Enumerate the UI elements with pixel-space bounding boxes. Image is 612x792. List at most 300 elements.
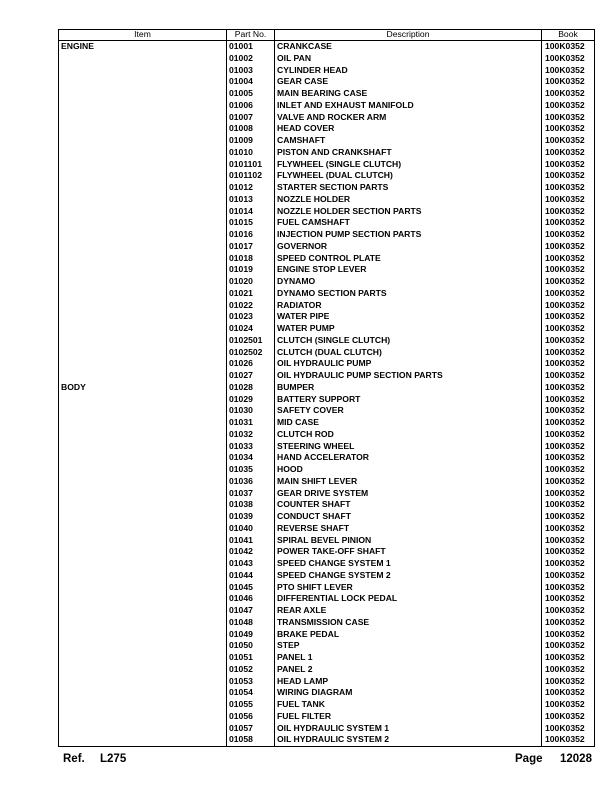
table-row bbox=[59, 253, 595, 265]
item-cell bbox=[59, 65, 227, 77]
part-no-cell: 01018 bbox=[227, 253, 275, 265]
book-cell: 100K0352 bbox=[542, 511, 595, 523]
description-cell: RADIATOR bbox=[275, 300, 542, 312]
table-row bbox=[59, 311, 595, 323]
book-cell: 100K0352 bbox=[542, 464, 595, 476]
book-cell: 100K0352 bbox=[542, 182, 595, 194]
book-cell: 100K0352 bbox=[542, 123, 595, 135]
part-no-cell: 01030 bbox=[227, 405, 275, 417]
description-cell: GEAR CASE bbox=[275, 76, 542, 88]
page-label: Page bbox=[515, 753, 543, 765]
book-cell: 100K0352 bbox=[542, 288, 595, 300]
part-no-cell: 01013 bbox=[227, 194, 275, 206]
part-no-cell: 01044 bbox=[227, 570, 275, 582]
description-cell: FLYWHEEL (SINGLE CLUTCH) bbox=[275, 159, 542, 171]
table-row bbox=[59, 511, 595, 523]
description-cell: FUEL CAMSHAFT bbox=[275, 217, 542, 229]
item-cell bbox=[59, 253, 227, 265]
part-no-cell: 01042 bbox=[227, 546, 275, 558]
part-no-cell: 01012 bbox=[227, 182, 275, 194]
item-cell: ENGINE bbox=[59, 41, 227, 53]
table-row bbox=[59, 217, 595, 229]
item-cell bbox=[59, 582, 227, 594]
part-no-cell: 01015 bbox=[227, 217, 275, 229]
description-cell: COUNTER SHAFT bbox=[275, 499, 542, 511]
item-cell bbox=[59, 370, 227, 382]
item-cell bbox=[59, 558, 227, 570]
part-no-cell: 01038 bbox=[227, 499, 275, 511]
table-row bbox=[59, 558, 595, 570]
description-cell: CAMSHAFT bbox=[275, 135, 542, 147]
item-cell bbox=[59, 182, 227, 194]
item-cell bbox=[59, 135, 227, 147]
item-cell bbox=[59, 241, 227, 253]
column-header-item: Item bbox=[59, 30, 227, 41]
description-cell: MID CASE bbox=[275, 417, 542, 429]
description-cell: STEP bbox=[275, 640, 542, 652]
book-cell: 100K0352 bbox=[542, 241, 595, 253]
table-row bbox=[59, 194, 595, 206]
part-no-cell: 01058 bbox=[227, 734, 275, 746]
item-cell bbox=[59, 264, 227, 276]
book-cell: 100K0352 bbox=[542, 264, 595, 276]
book-cell: 100K0352 bbox=[542, 723, 595, 735]
description-cell: INJECTION PUMP SECTION PARTS bbox=[275, 229, 542, 241]
book-cell: 100K0352 bbox=[542, 523, 595, 535]
item-cell bbox=[59, 276, 227, 288]
description-cell: CYLINDER HEAD bbox=[275, 65, 542, 77]
table-row bbox=[59, 394, 595, 406]
table-row bbox=[59, 605, 595, 617]
table-row bbox=[59, 347, 595, 359]
item-cell bbox=[59, 311, 227, 323]
description-cell: MAIN SHIFT LEVER bbox=[275, 476, 542, 488]
description-cell: GOVERNOR bbox=[275, 241, 542, 253]
table-row bbox=[59, 499, 595, 511]
part-no-cell: 01040 bbox=[227, 523, 275, 535]
table-row bbox=[59, 370, 595, 382]
item-cell bbox=[59, 699, 227, 711]
description-cell: OIL PAN bbox=[275, 53, 542, 65]
book-cell: 100K0352 bbox=[542, 76, 595, 88]
item-cell bbox=[59, 499, 227, 511]
book-cell: 100K0352 bbox=[542, 570, 595, 582]
item-cell bbox=[59, 335, 227, 347]
part-no-cell: 01026 bbox=[227, 358, 275, 370]
table-row bbox=[59, 429, 595, 441]
description-cell: ENGINE STOP LEVER bbox=[275, 264, 542, 276]
table-row bbox=[59, 734, 595, 746]
book-cell: 100K0352 bbox=[542, 476, 595, 488]
description-cell: WATER PUMP bbox=[275, 323, 542, 335]
table-row bbox=[59, 464, 595, 476]
book-cell: 100K0352 bbox=[542, 687, 595, 699]
item-cell bbox=[59, 194, 227, 206]
part-no-cell: 0101101 bbox=[227, 159, 275, 171]
description-cell: FUEL FILTER bbox=[275, 711, 542, 723]
book-cell: 100K0352 bbox=[542, 676, 595, 688]
part-no-cell: 01002 bbox=[227, 53, 275, 65]
table-row bbox=[59, 711, 595, 723]
book-cell: 100K0352 bbox=[542, 535, 595, 547]
part-no-cell: 01022 bbox=[227, 300, 275, 312]
item-cell bbox=[59, 605, 227, 617]
book-cell: 100K0352 bbox=[542, 593, 595, 605]
table-row bbox=[59, 476, 595, 488]
description-cell: OIL HYDRAULIC SYSTEM 1 bbox=[275, 723, 542, 735]
book-cell: 100K0352 bbox=[542, 229, 595, 241]
item-cell bbox=[59, 511, 227, 523]
table-row bbox=[59, 88, 595, 100]
table-row bbox=[59, 687, 595, 699]
description-cell: DIFFERENTIAL LOCK PEDAL bbox=[275, 593, 542, 605]
book-cell: 100K0352 bbox=[542, 88, 595, 100]
table-row bbox=[59, 323, 595, 335]
book-cell: 100K0352 bbox=[542, 382, 595, 394]
table-row bbox=[59, 53, 595, 65]
book-cell: 100K0352 bbox=[542, 370, 595, 382]
description-cell: WATER PIPE bbox=[275, 311, 542, 323]
table-row bbox=[59, 546, 595, 558]
book-cell: 100K0352 bbox=[542, 546, 595, 558]
description-cell: NOZZLE HOLDER bbox=[275, 194, 542, 206]
table-row bbox=[59, 112, 595, 124]
part-no-cell: 01041 bbox=[227, 535, 275, 547]
book-cell: 100K0352 bbox=[542, 582, 595, 594]
item-cell bbox=[59, 629, 227, 641]
part-no-cell: 01036 bbox=[227, 476, 275, 488]
item-cell bbox=[59, 417, 227, 429]
item-cell bbox=[59, 323, 227, 335]
description-cell: WIRING DIAGRAM bbox=[275, 687, 542, 699]
item-cell bbox=[59, 123, 227, 135]
part-no-cell: 01037 bbox=[227, 488, 275, 500]
item-cell bbox=[59, 452, 227, 464]
description-cell: MAIN BEARING CASE bbox=[275, 88, 542, 100]
description-cell: PANEL 2 bbox=[275, 664, 542, 676]
description-cell: OIL HYDRAULIC SYSTEM 2 bbox=[275, 734, 542, 746]
column-header-description: Description bbox=[275, 30, 542, 41]
ref-value: L275 bbox=[100, 753, 127, 765]
part-no-cell: 01047 bbox=[227, 605, 275, 617]
book-cell: 100K0352 bbox=[542, 441, 595, 453]
item-cell bbox=[59, 206, 227, 218]
part-no-cell: 0101102 bbox=[227, 170, 275, 182]
book-cell: 100K0352 bbox=[542, 358, 595, 370]
part-no-cell: 01019 bbox=[227, 264, 275, 276]
table-row bbox=[59, 629, 595, 641]
part-no-cell: 01035 bbox=[227, 464, 275, 476]
book-cell: 100K0352 bbox=[542, 664, 595, 676]
item-cell bbox=[59, 429, 227, 441]
book-cell: 100K0352 bbox=[542, 429, 595, 441]
part-no-cell: 01014 bbox=[227, 206, 275, 218]
table-row bbox=[59, 523, 595, 535]
description-cell: DYNAMO SECTION PARTS bbox=[275, 288, 542, 300]
description-cell: BRAKE PEDAL bbox=[275, 629, 542, 641]
book-cell: 100K0352 bbox=[542, 605, 595, 617]
part-no-cell: 01051 bbox=[227, 652, 275, 664]
book-cell: 100K0352 bbox=[542, 253, 595, 265]
description-cell: FLYWHEEL (DUAL CLUTCH) bbox=[275, 170, 542, 182]
table-row bbox=[59, 640, 595, 652]
part-no-cell: 01033 bbox=[227, 441, 275, 453]
table-row bbox=[59, 182, 595, 194]
table-row bbox=[59, 206, 595, 218]
item-cell bbox=[59, 217, 227, 229]
table-row bbox=[59, 300, 595, 312]
part-no-cell: 01021 bbox=[227, 288, 275, 300]
book-cell: 100K0352 bbox=[542, 170, 595, 182]
item-cell bbox=[59, 546, 227, 558]
part-no-cell: 01050 bbox=[227, 640, 275, 652]
item-cell bbox=[59, 640, 227, 652]
item-cell bbox=[59, 159, 227, 171]
part-no-cell: 01016 bbox=[227, 229, 275, 241]
book-cell: 100K0352 bbox=[542, 347, 595, 359]
table-row bbox=[59, 617, 595, 629]
part-no-cell: 01034 bbox=[227, 452, 275, 464]
book-cell: 100K0352 bbox=[542, 335, 595, 347]
description-cell: DYNAMO bbox=[275, 276, 542, 288]
item-cell bbox=[59, 288, 227, 300]
column-header-part-no: Part No. bbox=[227, 30, 275, 41]
part-no-cell: 01023 bbox=[227, 311, 275, 323]
book-cell: 100K0352 bbox=[542, 41, 595, 53]
table-row bbox=[59, 100, 595, 112]
description-cell: CONDUCT SHAFT bbox=[275, 511, 542, 523]
item-cell bbox=[59, 676, 227, 688]
description-cell: SPEED CHANGE SYSTEM 2 bbox=[275, 570, 542, 582]
table-row bbox=[59, 76, 595, 88]
description-cell: VALVE AND ROCKER ARM bbox=[275, 112, 542, 124]
table-row bbox=[59, 488, 595, 500]
book-cell: 100K0352 bbox=[542, 194, 595, 206]
table-row bbox=[59, 417, 595, 429]
item-cell bbox=[59, 229, 227, 241]
description-cell: BATTERY SUPPORT bbox=[275, 394, 542, 406]
book-cell: 100K0352 bbox=[542, 405, 595, 417]
book-cell: 100K0352 bbox=[542, 217, 595, 229]
description-cell: FUEL TANK bbox=[275, 699, 542, 711]
book-cell: 100K0352 bbox=[542, 147, 595, 159]
table-row bbox=[59, 405, 595, 417]
table-row bbox=[59, 382, 595, 394]
book-cell: 100K0352 bbox=[542, 652, 595, 664]
item-cell bbox=[59, 488, 227, 500]
item-cell bbox=[59, 347, 227, 359]
book-cell: 100K0352 bbox=[542, 699, 595, 711]
book-cell: 100K0352 bbox=[542, 159, 595, 171]
item-cell bbox=[59, 358, 227, 370]
description-cell: HEAD COVER bbox=[275, 123, 542, 135]
part-no-cell: 01048 bbox=[227, 617, 275, 629]
part-no-cell: 01020 bbox=[227, 276, 275, 288]
part-no-cell: 01054 bbox=[227, 687, 275, 699]
part-no-cell: 01024 bbox=[227, 323, 275, 335]
book-cell: 100K0352 bbox=[542, 65, 595, 77]
item-cell bbox=[59, 76, 227, 88]
item-cell bbox=[59, 535, 227, 547]
table-row bbox=[59, 41, 595, 53]
part-no-cell: 01003 bbox=[227, 65, 275, 77]
item-cell bbox=[59, 100, 227, 112]
item-cell bbox=[59, 664, 227, 676]
description-cell: GEAR DRIVE SYSTEM bbox=[275, 488, 542, 500]
table-row bbox=[59, 135, 595, 147]
description-cell: HEAD LAMP bbox=[275, 676, 542, 688]
book-cell: 100K0352 bbox=[542, 711, 595, 723]
description-cell: NOZZLE HOLDER SECTION PARTS bbox=[275, 206, 542, 218]
description-cell: PISTON AND CRANKSHAFT bbox=[275, 147, 542, 159]
book-cell: 100K0352 bbox=[542, 499, 595, 511]
part-no-cell: 01029 bbox=[227, 394, 275, 406]
description-cell: CLUTCH ROD bbox=[275, 429, 542, 441]
part-no-cell: 01010 bbox=[227, 147, 275, 159]
part-no-cell: 01039 bbox=[227, 511, 275, 523]
table-row bbox=[59, 452, 595, 464]
part-no-cell: 01057 bbox=[227, 723, 275, 735]
table-row bbox=[59, 593, 595, 605]
part-no-cell: 01052 bbox=[227, 664, 275, 676]
part-no-cell: 01045 bbox=[227, 582, 275, 594]
book-cell: 100K0352 bbox=[542, 558, 595, 570]
book-cell: 100K0352 bbox=[542, 417, 595, 429]
table-row bbox=[59, 652, 595, 664]
table-row bbox=[59, 288, 595, 300]
description-cell: REAR AXLE bbox=[275, 605, 542, 617]
table-row bbox=[59, 570, 595, 582]
part-no-cell: 01008 bbox=[227, 123, 275, 135]
book-cell: 100K0352 bbox=[542, 394, 595, 406]
ref-label: Ref. bbox=[63, 753, 85, 765]
item-cell bbox=[59, 147, 227, 159]
book-cell: 100K0352 bbox=[542, 276, 595, 288]
table-row bbox=[59, 582, 595, 594]
item-cell: BODY bbox=[59, 382, 227, 394]
book-cell: 100K0352 bbox=[542, 734, 595, 746]
item-cell bbox=[59, 617, 227, 629]
item-cell bbox=[59, 112, 227, 124]
book-cell: 100K0352 bbox=[542, 135, 595, 147]
book-cell: 100K0352 bbox=[542, 311, 595, 323]
book-cell: 100K0352 bbox=[542, 206, 595, 218]
description-cell: SPEED CHANGE SYSTEM 1 bbox=[275, 558, 542, 570]
item-cell bbox=[59, 405, 227, 417]
table-header-row bbox=[59, 30, 595, 41]
item-cell bbox=[59, 593, 227, 605]
part-no-cell: 01053 bbox=[227, 676, 275, 688]
item-cell bbox=[59, 652, 227, 664]
description-cell: OIL HYDRAULIC PUMP bbox=[275, 358, 542, 370]
part-no-cell: 01046 bbox=[227, 593, 275, 605]
table-row bbox=[59, 358, 595, 370]
description-cell: STARTER SECTION PARTS bbox=[275, 182, 542, 194]
description-cell: SPEED CONTROL PLATE bbox=[275, 253, 542, 265]
table-row bbox=[59, 241, 595, 253]
part-no-cell: 01007 bbox=[227, 112, 275, 124]
part-no-cell: 01056 bbox=[227, 711, 275, 723]
item-cell bbox=[59, 723, 227, 735]
description-cell: STEERING WHEEL bbox=[275, 441, 542, 453]
table-row bbox=[59, 276, 595, 288]
book-cell: 100K0352 bbox=[542, 640, 595, 652]
book-cell: 100K0352 bbox=[542, 452, 595, 464]
item-cell bbox=[59, 570, 227, 582]
table-row bbox=[59, 441, 595, 453]
part-no-cell: 01001 bbox=[227, 41, 275, 53]
description-cell: PANEL 1 bbox=[275, 652, 542, 664]
part-no-cell: 01017 bbox=[227, 241, 275, 253]
page-number: 12028 bbox=[560, 753, 592, 765]
description-cell: CLUTCH (DUAL CLUTCH) bbox=[275, 347, 542, 359]
part-no-cell: 01005 bbox=[227, 88, 275, 100]
book-cell: 100K0352 bbox=[542, 112, 595, 124]
part-no-cell: 01006 bbox=[227, 100, 275, 112]
table-row bbox=[59, 229, 595, 241]
part-no-cell: 01032 bbox=[227, 429, 275, 441]
item-cell bbox=[59, 88, 227, 100]
part-no-cell: 01028 bbox=[227, 382, 275, 394]
book-cell: 100K0352 bbox=[542, 488, 595, 500]
item-cell bbox=[59, 441, 227, 453]
part-no-cell: 01009 bbox=[227, 135, 275, 147]
table-row bbox=[59, 699, 595, 711]
description-cell: INLET AND EXHAUST MANIFOLD bbox=[275, 100, 542, 112]
table-row bbox=[59, 335, 595, 347]
table-row bbox=[59, 676, 595, 688]
description-cell: HOOD bbox=[275, 464, 542, 476]
book-cell: 100K0352 bbox=[542, 323, 595, 335]
item-cell bbox=[59, 464, 227, 476]
part-no-cell: 01049 bbox=[227, 629, 275, 641]
item-cell bbox=[59, 53, 227, 65]
item-cell bbox=[59, 300, 227, 312]
item-cell bbox=[59, 687, 227, 699]
table-row bbox=[59, 147, 595, 159]
description-cell: TRANSMISSION CASE bbox=[275, 617, 542, 629]
book-cell: 100K0352 bbox=[542, 100, 595, 112]
parts-table-body bbox=[59, 41, 595, 747]
description-cell: OIL HYDRAULIC PUMP SECTION PARTS bbox=[275, 370, 542, 382]
description-cell: POWER TAKE-OFF SHAFT bbox=[275, 546, 542, 558]
item-cell bbox=[59, 476, 227, 488]
part-no-cell: 0102501 bbox=[227, 335, 275, 347]
part-no-cell: 01043 bbox=[227, 558, 275, 570]
part-no-cell: 01027 bbox=[227, 370, 275, 382]
column-header-book: Book bbox=[542, 30, 595, 41]
description-cell: PTO SHIFT LEVER bbox=[275, 582, 542, 594]
item-cell bbox=[59, 523, 227, 535]
book-cell: 100K0352 bbox=[542, 53, 595, 65]
item-cell bbox=[59, 394, 227, 406]
part-no-cell: 0102502 bbox=[227, 347, 275, 359]
part-no-cell: 01031 bbox=[227, 417, 275, 429]
book-cell: 100K0352 bbox=[542, 300, 595, 312]
description-cell: REVERSE SHAFT bbox=[275, 523, 542, 535]
table-row bbox=[59, 723, 595, 735]
description-cell: CRANKCASE bbox=[275, 41, 542, 53]
book-cell: 100K0352 bbox=[542, 617, 595, 629]
item-cell bbox=[59, 734, 227, 746]
description-cell: SAFETY COVER bbox=[275, 405, 542, 417]
table-row bbox=[59, 159, 595, 171]
description-cell: CLUTCH (SINGLE CLUTCH) bbox=[275, 335, 542, 347]
book-cell: 100K0352 bbox=[542, 629, 595, 641]
item-cell bbox=[59, 170, 227, 182]
table-row bbox=[59, 264, 595, 276]
page-footer bbox=[63, 752, 593, 766]
